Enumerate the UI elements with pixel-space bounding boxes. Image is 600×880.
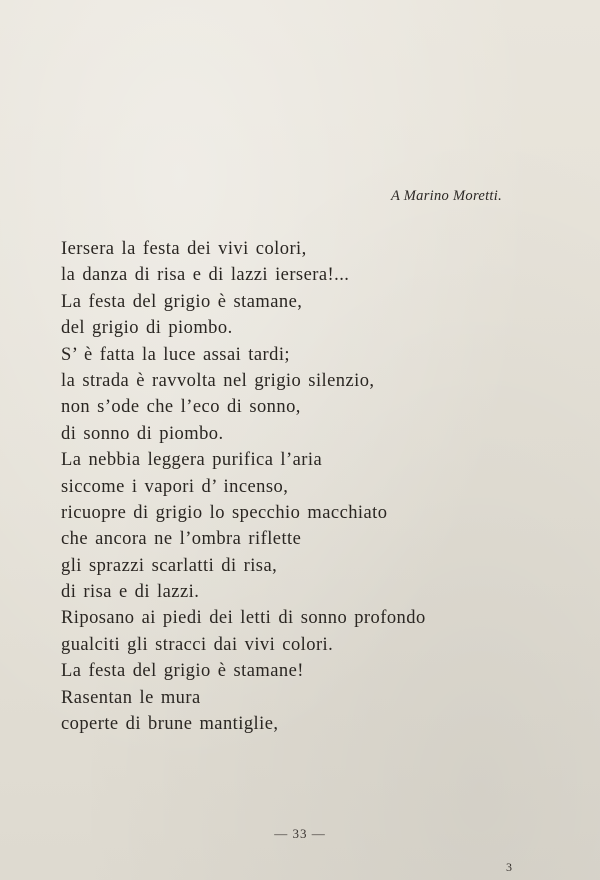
poem-line: del grigio di piombo. (61, 318, 233, 339)
poem-line: La festa del grigio è stamane, (61, 291, 303, 312)
signature-mark: 3 (506, 860, 512, 874)
poem-line: di sonno di piombo. (61, 423, 224, 444)
poem-line: ricuopre di grigio lo specchio macchiato (61, 502, 388, 523)
poem-text (61, 236, 426, 737)
poem-line: S’ è fatta la luce assai tardi; (61, 344, 291, 365)
poem-line: coperte di brune mantiglie, (61, 714, 279, 735)
poem-line: gli sprazzi scarlatti di risa, (61, 555, 278, 576)
poem-line: siccome i vapori d’ incenso, (61, 476, 289, 497)
dedication: A Marino Moretti. (390, 188, 502, 204)
poem-line: La festa del grigio è stamane! (61, 661, 304, 682)
poem-line: non s’ode che l’eco di sonno, (61, 397, 301, 418)
poem-line: La nebbia leggera purifica l’aria (61, 450, 323, 471)
page-number: — 33 — (274, 826, 326, 841)
poem-line: la danza di risa e di lazzi iersera!... (61, 265, 350, 286)
poem-line: Rasentan le mura (61, 687, 201, 708)
poem-line: gualciti gli stracci dai vivi colori. (61, 634, 334, 655)
poem-line: Riposano ai piedi dei letti di sonno profondo (61, 608, 426, 629)
poem-line: di risa e di lazzi. (61, 582, 200, 603)
poem-line: che ancora ne l’ombra riflette (61, 529, 302, 550)
poem-line: la strada è ravvolta nel grigio silenzio, (61, 370, 375, 391)
poem-line: Iersera la festa dei vivi colori, (61, 239, 307, 259)
